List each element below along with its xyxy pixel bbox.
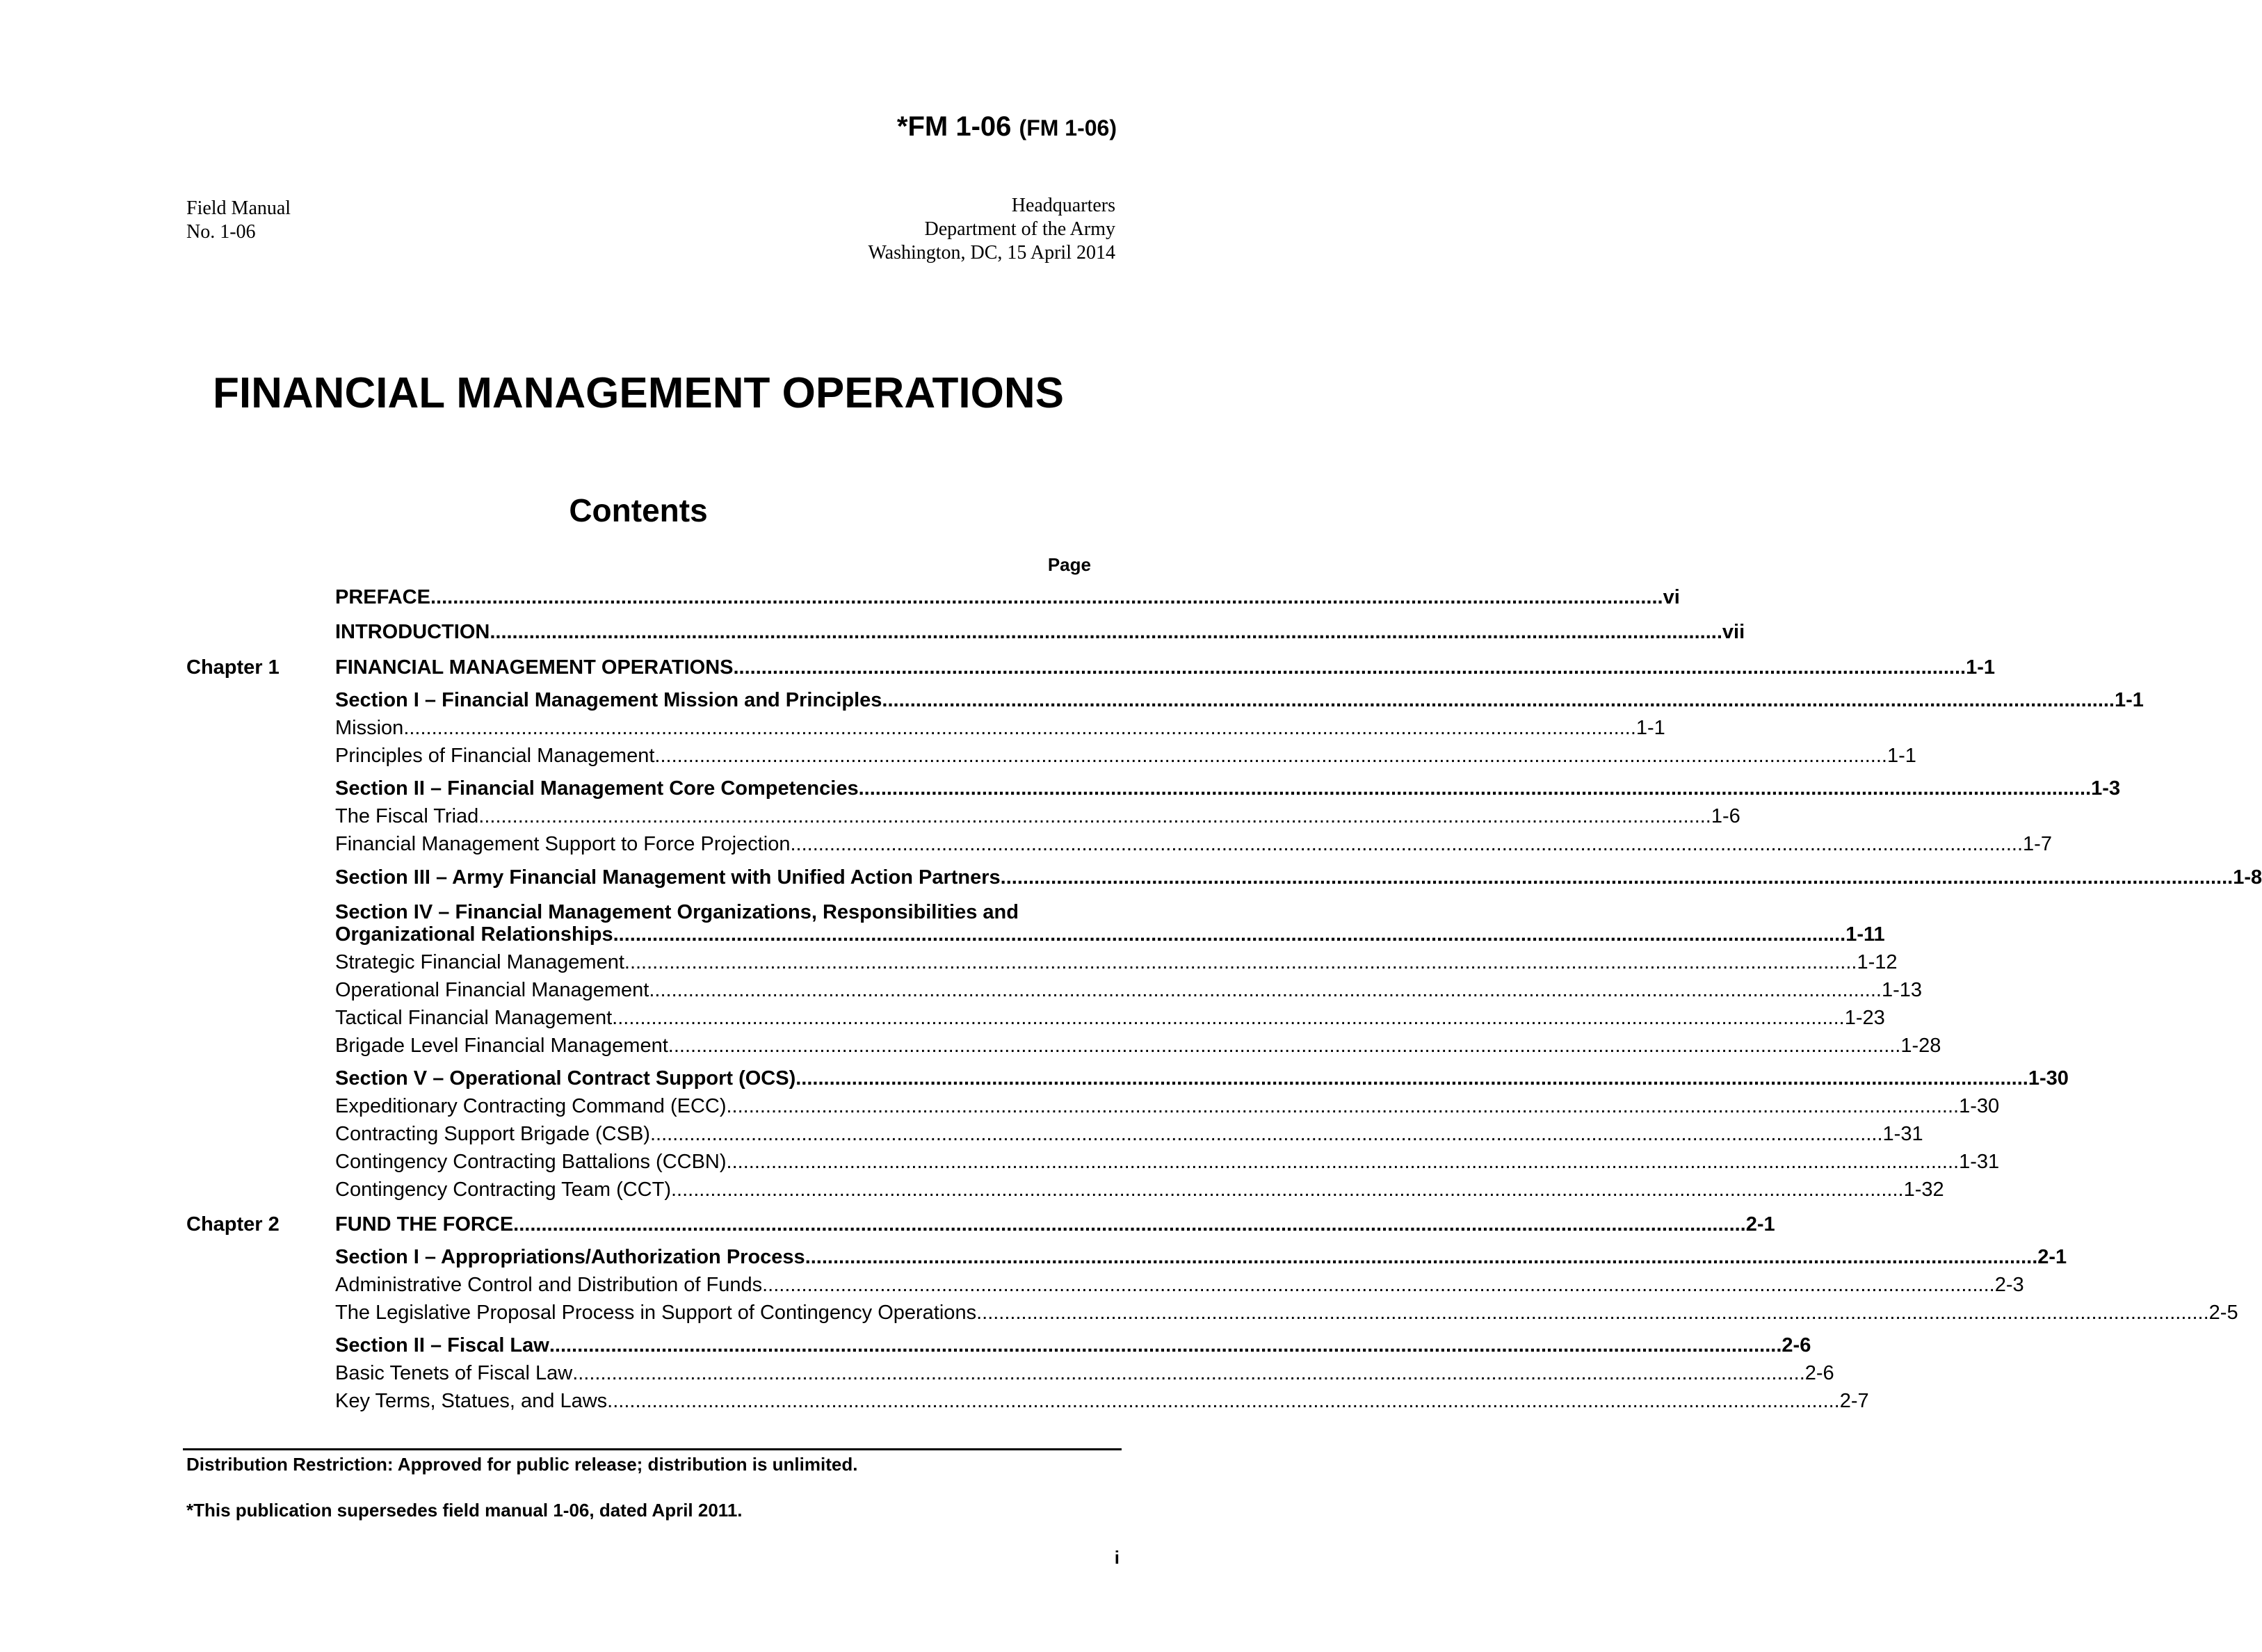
toc-dot-leader: ............................................................................................................................................................................................................................ bbox=[858, 777, 2092, 800]
manual-title: FINANCIAL MANAGEMENT OPERATIONS bbox=[213, 369, 1064, 417]
toc-entry-page: vii bbox=[1722, 621, 1745, 643]
toc-entry-title: Section II – Financial Management Core Competencies bbox=[335, 777, 859, 800]
toc-entry-page: 1-28 bbox=[1900, 1035, 1941, 1057]
toc-row[interactable] bbox=[0, 1007, 1885, 1035]
footer-rule bbox=[183, 1448, 1122, 1450]
toc-entry-title: Contracting Support Brigade (CSB) bbox=[335, 1123, 650, 1145]
toc-entry-page: 2-3 bbox=[1994, 1274, 2024, 1296]
toc-entry-page: 1-31 bbox=[1959, 1151, 2000, 1173]
toc-row[interactable] bbox=[0, 979, 1922, 1007]
toc-dot-leader: ............................................................................................................................................................................................................................ bbox=[726, 1151, 1960, 1173]
toc-row[interactable] bbox=[0, 1274, 2024, 1302]
toc-entry[interactable] bbox=[335, 1035, 1941, 1058]
toc-entry-title: Section I – Appropriations/Authorization Process bbox=[335, 1246, 805, 1268]
toc-row[interactable] bbox=[0, 1151, 2000, 1179]
toc-entry-page: 1-1 bbox=[1966, 656, 1995, 679]
toc-row[interactable] bbox=[0, 1302, 2238, 1329]
toc-entry[interactable] bbox=[335, 866, 2262, 889]
location-date-line: Washington, DC, 15 April 2014 bbox=[868, 242, 1115, 264]
toc-row[interactable] bbox=[0, 1123, 1923, 1151]
toc-entry-title: FINANCIAL MANAGEMENT OPERATIONS bbox=[335, 656, 734, 679]
toc-dot-leader: ............................................................................................................................................................................................................................ bbox=[572, 1362, 1805, 1384]
toc-chapter-label: Chapter 2 bbox=[186, 1213, 280, 1236]
toc-entry[interactable] bbox=[335, 951, 1898, 974]
toc-entry[interactable] bbox=[335, 777, 2121, 800]
toc-row[interactable] bbox=[0, 1362, 1834, 1390]
toc-entry-page: 1-30 bbox=[2028, 1067, 2069, 1090]
toc-dot-leader: ............................................................................................................................................................................................................................ bbox=[671, 1179, 1904, 1201]
toc-entry-title: Operational Financial Management bbox=[335, 979, 649, 1001]
toc-dot-leader: ............................................................................................................................................................................................................................ bbox=[649, 979, 1882, 1001]
toc-dot-leader: ............................................................................................................................................................................................................................ bbox=[478, 805, 1711, 827]
toc-entry-title: Organizational Relationships bbox=[335, 923, 613, 946]
toc-entry-title: Financial Management Support to Force Projection bbox=[335, 833, 791, 855]
toc-dot-leader: ............................................................................................................................................................................................................................ bbox=[726, 1095, 1960, 1117]
toc-entry[interactable] bbox=[335, 1123, 1923, 1146]
toc-entry[interactable] bbox=[335, 979, 1922, 1002]
toc-entry-page: 2-6 bbox=[1804, 1362, 1834, 1384]
toc-row[interactable] bbox=[0, 1246, 2067, 1274]
toc-entry-title: Section III – Army Financial Management with Unified Action Partners bbox=[335, 866, 1001, 889]
toc-entry-page: 1-32 bbox=[1903, 1179, 1944, 1201]
toc-chapter-label: Chapter 1 bbox=[186, 656, 280, 679]
toc-dot-leader: ............................................................................................................................................................................................................................ bbox=[733, 656, 1966, 679]
toc-entry-page: 2-5 bbox=[2208, 1302, 2238, 1324]
toc-entry-title: Key Terms, Statues, and Laws bbox=[335, 1390, 608, 1412]
toc-entry[interactable] bbox=[335, 717, 1665, 740]
toc-entry[interactable] bbox=[335, 923, 1885, 946]
toc-entry-page: 1-8 bbox=[2233, 866, 2262, 889]
toc-entry-page: 2-7 bbox=[1839, 1390, 1869, 1412]
toc-dot-leader: ............................................................................................................................................................................................................................ bbox=[976, 1302, 2209, 1324]
document-number-supersedes: (FM 1-06) bbox=[1019, 115, 1117, 140]
field-manual-number: No. 1-06 bbox=[186, 221, 256, 243]
toc-entry[interactable] bbox=[335, 1067, 2069, 1090]
toc-row[interactable] bbox=[0, 1390, 1869, 1418]
toc-entry-title: Administrative Control and Distribution of Funds bbox=[335, 1274, 763, 1296]
toc-entry[interactable] bbox=[335, 1095, 2000, 1118]
toc-entry-title: The Legislative Proposal Process in Support of Contingency Operations bbox=[335, 1302, 977, 1324]
toc-dot-leader: ............................................................................................................................................................................................................................ bbox=[612, 1007, 1845, 1029]
toc-entry[interactable] bbox=[335, 833, 2052, 856]
toc-entry-title: FUND THE FORCE bbox=[335, 1213, 514, 1236]
toc-entry-title: Basic Tenets of Fiscal Law bbox=[335, 1362, 573, 1384]
toc-entry[interactable] bbox=[335, 1274, 2024, 1297]
toc-entry-page: 2-1 bbox=[2037, 1246, 2067, 1268]
document-number-main: *FM 1-06 bbox=[896, 111, 1012, 142]
toc-row[interactable] bbox=[0, 833, 2052, 861]
toc-entry-title: Section I – Financial Management Mission and Principles bbox=[335, 689, 882, 711]
toc-dot-leader: ............................................................................................................................................................................................................................ bbox=[1000, 866, 2233, 889]
toc-row[interactable] bbox=[0, 866, 2262, 894]
toc-entry-title: Contingency Contracting Battalions (CCBN) bbox=[335, 1151, 727, 1173]
toc-entry-page: 1-1 bbox=[2115, 689, 2144, 711]
toc-entry-title: Contingency Contracting Team (CCT) bbox=[335, 1179, 671, 1201]
toc-entry-title: Tactical Financial Management bbox=[335, 1007, 613, 1029]
toc-row[interactable] bbox=[0, 951, 1898, 979]
toc-dot-leader: ............................................................................................................................................................................................................................ bbox=[654, 745, 1887, 767]
toc-entry[interactable] bbox=[335, 1007, 1885, 1030]
toc-entry-page: 1-11 bbox=[1845, 923, 1885, 946]
field-manual-label: Field Manual bbox=[186, 197, 291, 219]
toc-dot-leader: ............................................................................................................................................................................................................................ bbox=[607, 1390, 1840, 1412]
toc-row[interactable] bbox=[0, 1213, 1775, 1241]
toc-entry[interactable] bbox=[335, 1213, 1775, 1236]
supersedes-note: *This publication supersedes field manual 1-06, dated April 2011. bbox=[186, 1500, 743, 1521]
toc-row[interactable] bbox=[0, 689, 2144, 717]
toc-dot-leader: ............................................................................................................................................................................................................................ bbox=[805, 1246, 2038, 1268]
toc-entry-title: PREFACE bbox=[335, 586, 430, 608]
toc-entry[interactable] bbox=[335, 745, 1916, 768]
toc-entry[interactable] bbox=[335, 1390, 1869, 1413]
toc-entry-page: 1-30 bbox=[1959, 1095, 2000, 1117]
toc-entry[interactable] bbox=[335, 689, 2144, 712]
toc-entry-page: 2-1 bbox=[1745, 1213, 1775, 1236]
document-number bbox=[897, 111, 1117, 143]
toc-entry-title: INTRODUCTION bbox=[335, 621, 490, 643]
toc-entry-title: Principles of Financial Management bbox=[335, 745, 655, 767]
toc-entry-page: 1-31 bbox=[1882, 1123, 1923, 1145]
toc-dot-leader: ............................................................................................................................................................................................................................ bbox=[649, 1123, 1883, 1145]
toc-entry-title: Section II – Fiscal Law bbox=[335, 1334, 549, 1357]
toc-entry-title: Brigade Level Financial Management bbox=[335, 1035, 668, 1057]
toc-row[interactable] bbox=[0, 1334, 1811, 1362]
toc-entry-page: 1-13 bbox=[1881, 979, 1922, 1001]
toc-dot-leader: ............................................................................................................................................................................................................................ bbox=[882, 689, 2115, 711]
toc-entry[interactable] bbox=[335, 621, 1745, 644]
toc-dot-leader: ............................................................................................................................................................................................................................ bbox=[795, 1067, 2028, 1090]
toc-entry-page: 1-12 bbox=[1857, 951, 1898, 973]
toc-entry-page: 1-6 bbox=[1711, 805, 1740, 827]
toc-entry[interactable] bbox=[335, 1334, 1811, 1357]
page-column-label: Page bbox=[1047, 554, 1091, 575]
toc-row[interactable] bbox=[0, 805, 1740, 833]
toc-entry[interactable] bbox=[335, 805, 1740, 828]
toc-dot-leader: ............................................................................................................................................................................................................................ bbox=[762, 1274, 1995, 1296]
toc-entry-title-line1: Section IV – Financial Management Organizations, Responsibilities and bbox=[335, 901, 1019, 923]
toc-dot-leader: ............................................................................................................................................................................................................................ bbox=[668, 1035, 1901, 1057]
toc-entry-page: 1-7 bbox=[2023, 833, 2052, 855]
toc-row[interactable] bbox=[0, 745, 1916, 772]
toc-row[interactable] bbox=[0, 1179, 1944, 1206]
toc-entry-title: Expeditionary Contracting Command (ECC) bbox=[335, 1095, 727, 1117]
headquarters-line: Headquarters bbox=[1011, 195, 1115, 216]
toc-row[interactable] bbox=[0, 1067, 2069, 1095]
department-line: Department of the Army bbox=[924, 218, 1115, 240]
toc-row[interactable] bbox=[0, 656, 1995, 684]
toc-entry-page: 2-6 bbox=[1782, 1334, 1811, 1357]
contents-heading: Contents bbox=[569, 492, 708, 528]
headquarters-block bbox=[868, 194, 1115, 265]
toc-row[interactable] bbox=[0, 621, 1745, 649]
toc-dot-leader: ............................................................................................................................................................................................................................ bbox=[613, 923, 1846, 946]
toc-entry-title: The Fiscal Triad bbox=[335, 805, 479, 827]
toc-dot-leader: ............................................................................................................................................................................................................................ bbox=[624, 951, 1857, 973]
page-number: i bbox=[1114, 1547, 1120, 1568]
toc-dot-leader: ............................................................................................................................................................................................................................ bbox=[790, 833, 2023, 855]
toc-entry-page: 1-23 bbox=[1844, 1007, 1885, 1029]
toc-entry-title: Mission bbox=[335, 717, 404, 739]
distribution-restriction: Distribution Restriction: Approved for public release; distribution is unlimited. bbox=[186, 1454, 858, 1475]
toc-entry[interactable] bbox=[335, 1362, 1834, 1385]
toc-row[interactable] bbox=[0, 586, 1680, 614]
toc-entry[interactable] bbox=[335, 1246, 2067, 1269]
toc-entry-page: 1-3 bbox=[2091, 777, 2121, 800]
toc-entry-page: 1-1 bbox=[1887, 745, 1916, 767]
toc-entry[interactable] bbox=[335, 1179, 1944, 1201]
toc-entry-title: Strategic Financial Management bbox=[335, 951, 624, 973]
toc-row[interactable] bbox=[0, 1035, 1941, 1062]
field-manual-block bbox=[186, 197, 291, 244]
toc-dot-leader: ............................................................................................................................................................................................................................ bbox=[490, 621, 1722, 643]
toc-entry[interactable] bbox=[335, 1302, 2238, 1325]
toc-dot-leader: ............................................................................................................................................................................................................................ bbox=[549, 1334, 1782, 1357]
toc-dot-leader: ............................................................................................................................................................................................................................ bbox=[403, 717, 1636, 739]
toc-entry-title: Section V – Operational Contract Support (OCS) bbox=[335, 1067, 796, 1090]
toc-dot-leader: ............................................................................................................................................................................................................................ bbox=[513, 1213, 1746, 1236]
toc-entry[interactable] bbox=[335, 586, 1680, 609]
toc-entry-page: 1-1 bbox=[1635, 717, 1665, 739]
toc-row[interactable] bbox=[0, 1095, 2000, 1123]
toc-row[interactable] bbox=[0, 777, 2121, 805]
toc-dot-leader: ............................................................................................................................................................................................................................ bbox=[430, 586, 1663, 608]
toc-entry-page: vi bbox=[1663, 586, 1680, 608]
toc-row[interactable] bbox=[0, 717, 1665, 745]
toc-entry[interactable] bbox=[335, 656, 1995, 679]
toc-entry[interactable] bbox=[335, 1151, 2000, 1174]
